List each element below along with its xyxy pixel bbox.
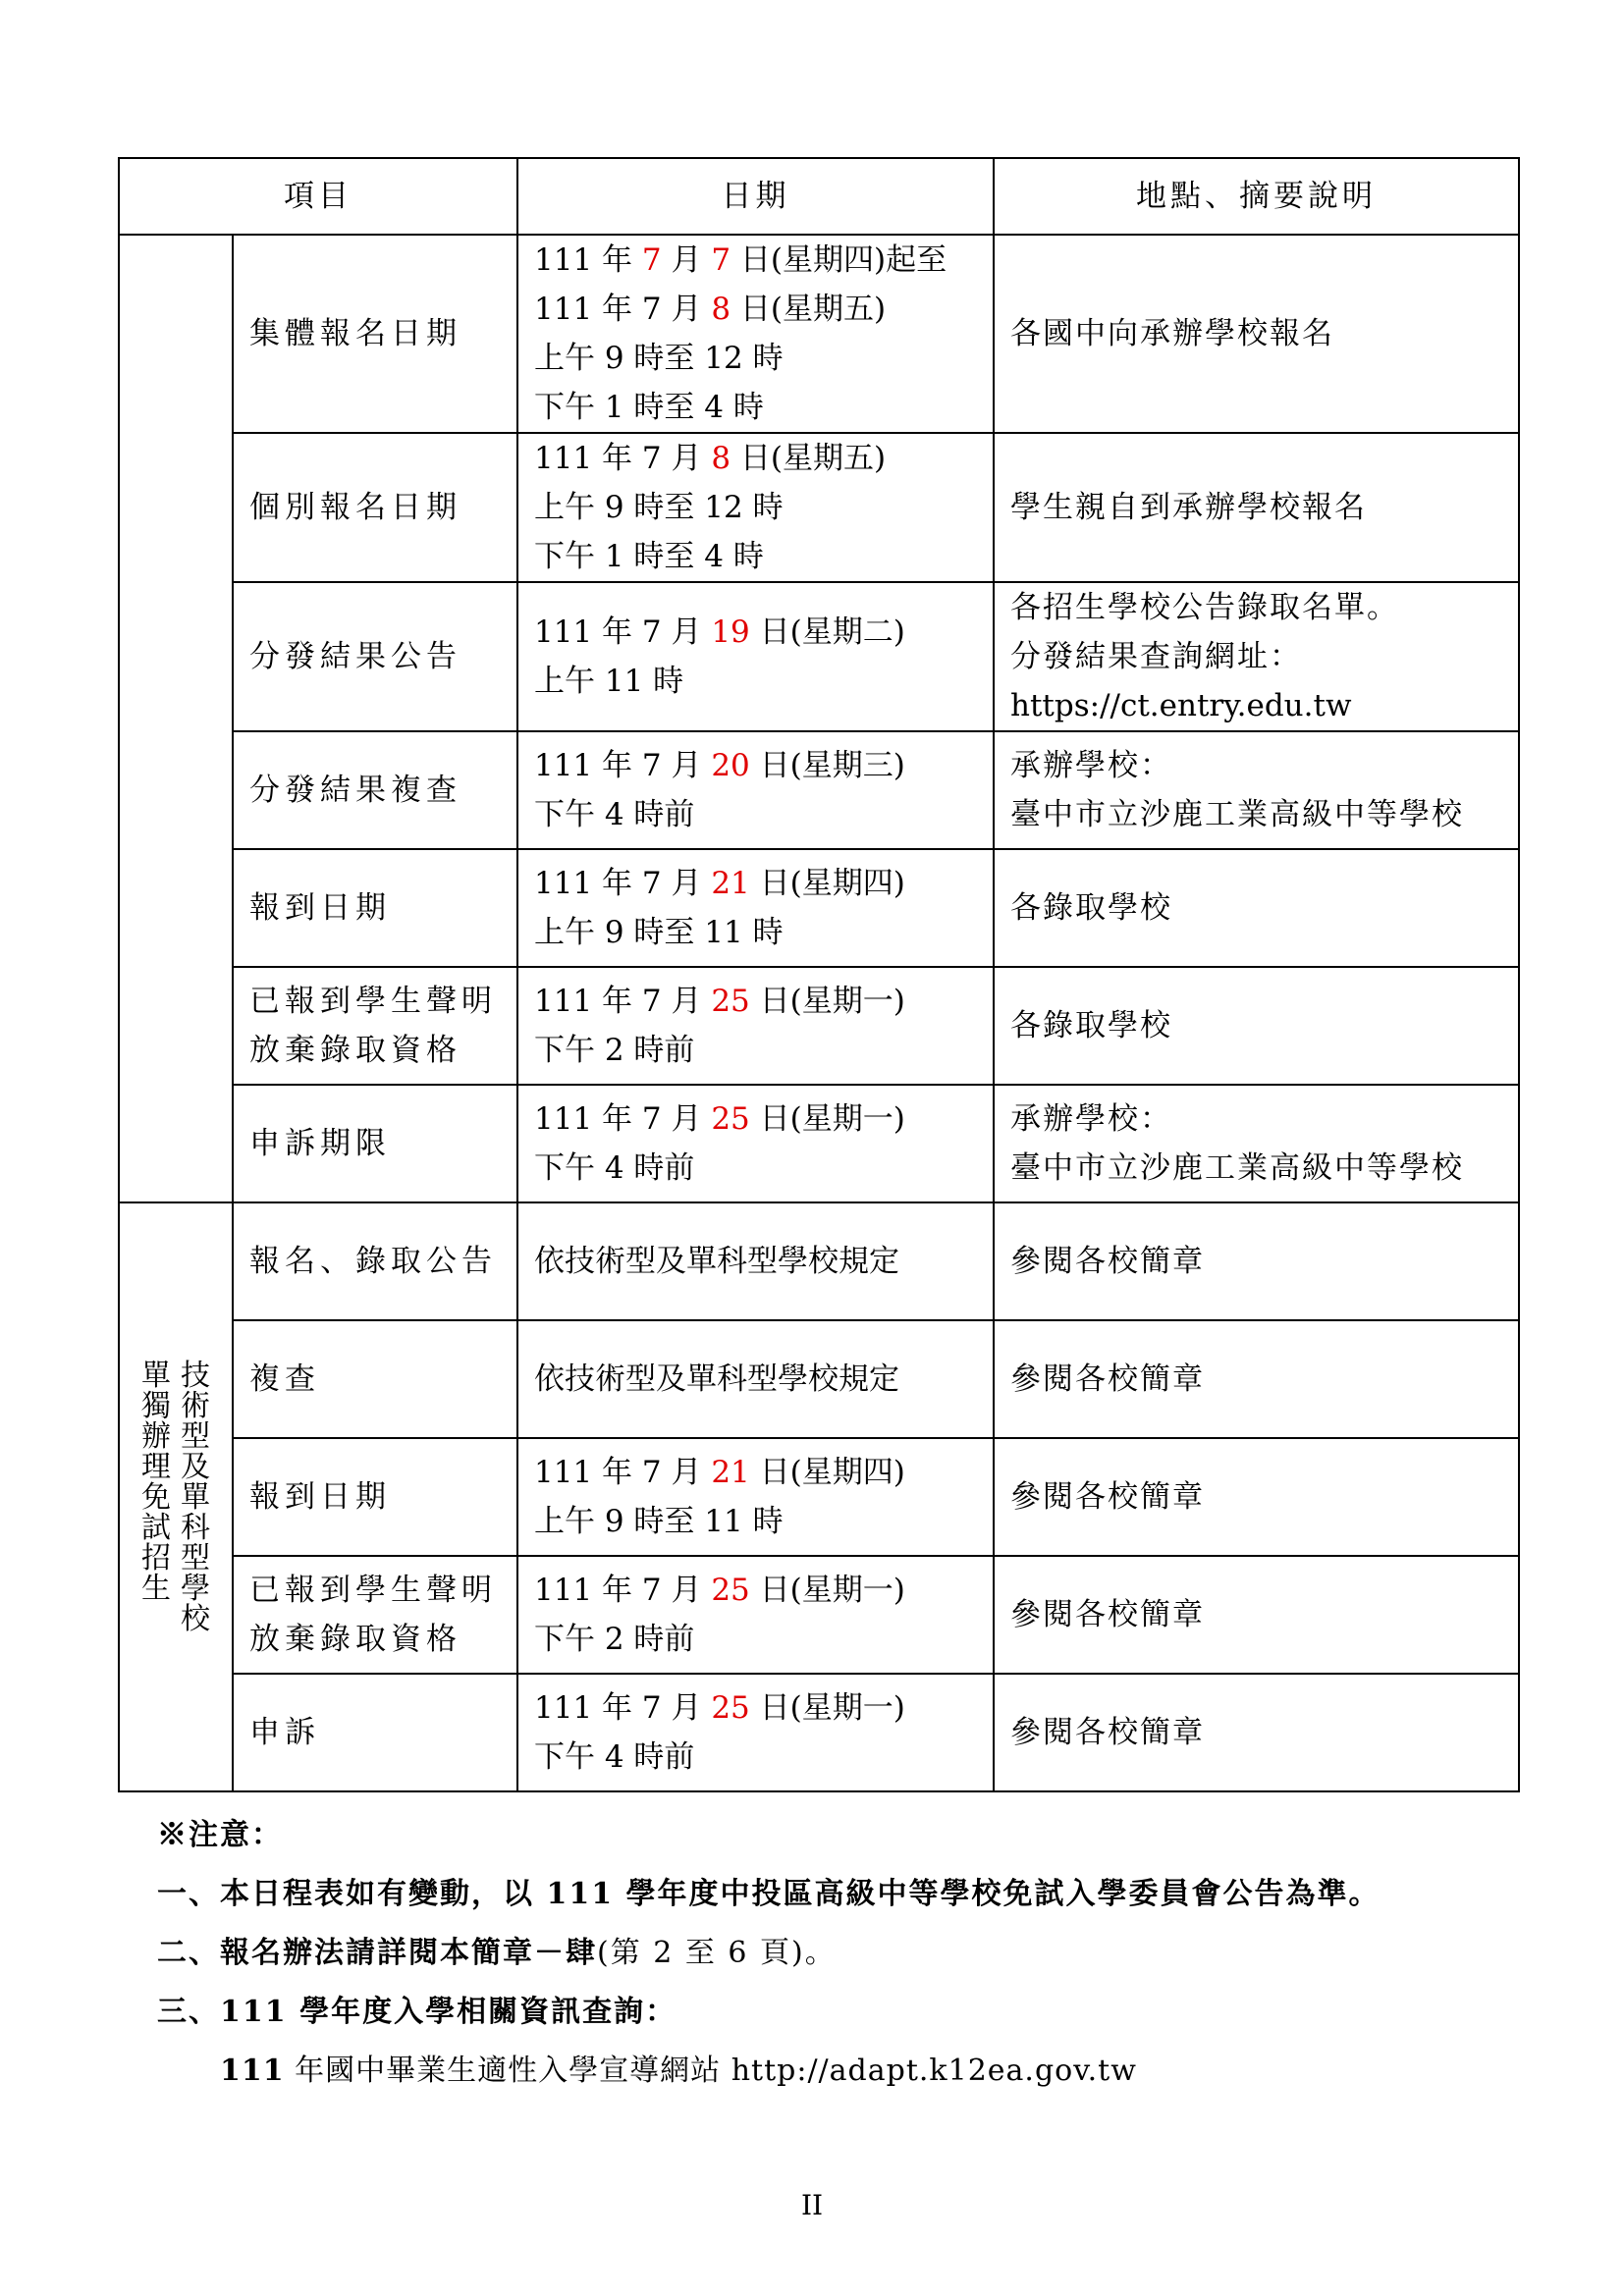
description-line: 參閱各校簡章	[1010, 1597, 1205, 1632]
row-item-label: 分發結果複查	[233, 731, 517, 849]
description-line: 各國中向承辦學校報名	[1010, 316, 1334, 351]
table-row	[119, 1320, 1519, 1438]
group-2-label-column: 技 術 型 及 單 科 型 學 校	[181, 1358, 210, 1636]
notes	[157, 1806, 1380, 2101]
date-line: 111 年 7 月 19 日(星期二)	[534, 614, 905, 650]
date-line: 111 年 7 月 20 日(星期三)	[534, 748, 905, 783]
date-line: 上午 9 時至 12 時	[534, 341, 784, 376]
table-row	[119, 1202, 1519, 1320]
header-row	[119, 158, 1519, 235]
note-item-3-text: 年國中畢業生適性入學宣導網站 http://adapt.k12ea.gov.tw	[284, 2054, 1137, 2088]
table-row	[119, 582, 1519, 731]
table-row	[119, 1085, 1519, 1202]
row-date	[517, 1674, 994, 1791]
header-location: 地點、摘要說明	[994, 158, 1519, 235]
description-line: 承辦學校：	[1010, 748, 1172, 783]
note-item-2-bold: 二、報名辦法請詳閱本簡章－肆	[157, 1936, 597, 1970]
note-item-1: 一、本日程表如有變動，以 111 學年度中投區高級中等學校免試入學委員會公告為準。	[157, 1877, 1380, 1911]
group-1-label	[119, 235, 233, 1202]
row-item-label: 報到日期	[233, 1438, 517, 1556]
row-date	[517, 1320, 994, 1438]
row-item-label: 複查	[233, 1320, 517, 1438]
description-line: 學生親自到承辦學校報名	[1010, 490, 1367, 525]
date-line: 下午 4 時前	[534, 797, 695, 832]
description-line: 參閱各校簡章	[1010, 1715, 1205, 1750]
date-line: 下午 4 時前	[534, 1739, 695, 1775]
row-date	[517, 731, 994, 849]
table-row	[119, 849, 1519, 967]
date-line: 111 年 7 月 25 日(星期一)	[534, 984, 905, 1019]
row-description	[994, 1438, 1519, 1556]
row-date	[517, 967, 994, 1085]
note-item-2	[157, 1924, 1380, 1983]
row-date	[517, 1202, 994, 1320]
page-number: II	[800, 2189, 824, 2221]
description-line: 臺中市立沙鹿工業高級中等學校	[1010, 1150, 1464, 1186]
date-line: 下午 2 時前	[534, 1033, 695, 1068]
date-line: 111 年 7 月 25 日(星期一)	[534, 1573, 905, 1608]
date-line: 上午 9 時至 12 時	[534, 490, 784, 525]
date-line: 下午 2 時前	[534, 1622, 695, 1657]
note-item-3-year: 111	[220, 2054, 285, 2088]
row-item-label: 集體報名日期	[233, 235, 517, 433]
date-line: 111 年 7 月 25 日(星期一)	[534, 1101, 905, 1137]
row-item-label: 個別報名日期	[233, 433, 517, 582]
row-description	[994, 967, 1519, 1085]
date-line: 111 年 7 月 8 日(星期五)	[534, 441, 887, 476]
date-line: 上午 11 時	[534, 664, 684, 699]
date-line: 上午 9 時至 11 時	[534, 915, 784, 950]
description-line: 參閱各校簡章	[1010, 1362, 1205, 1397]
row-description	[994, 1202, 1519, 1320]
header-date: 日期	[517, 158, 994, 235]
row-date	[517, 849, 994, 967]
date-line: 上午 9 時至 11 時	[534, 1504, 784, 1539]
row-item-label: 申訴	[233, 1674, 517, 1791]
row-date	[517, 1556, 994, 1674]
description-line: https://ct.entry.edu.tw	[1010, 688, 1352, 723]
table-row	[119, 1556, 1519, 1674]
description-line: 臺中市立沙鹿工業高級中等學校	[1010, 797, 1464, 832]
description-line: 各錄取學校	[1010, 1008, 1172, 1043]
row-item-label: 已報到學生聲明 放棄錄取資格	[233, 1556, 517, 1674]
note-item-3: 三、111 學年度入學相關資訊查詢：	[157, 1995, 677, 2029]
description-line: 各招生學校公告錄取名單。	[1010, 590, 1399, 625]
row-description	[994, 1085, 1519, 1202]
note-item-3-detail	[157, 2042, 1380, 2101]
date-line: 依技術型及單科型學校規定	[534, 1244, 899, 1279]
date-line: 下午 4 時前	[534, 1150, 695, 1186]
row-item-label: 申訴期限	[233, 1085, 517, 1202]
date-line: 111 年 7 月 21 日(星期四)	[534, 866, 905, 901]
row-item-label: 報名、錄取公告	[233, 1202, 517, 1320]
date-line: 下午 1 時至 4 時	[534, 390, 764, 425]
row-description	[994, 433, 1519, 582]
schedule-table	[118, 157, 1520, 1792]
description-line: 承辦學校：	[1010, 1101, 1172, 1137]
row-description	[994, 1556, 1519, 1674]
table-row	[119, 967, 1519, 1085]
table-row	[119, 235, 1519, 433]
row-date	[517, 433, 994, 582]
date-line: 111 年 7 月 7 日(星期四)起至	[534, 242, 947, 278]
date-line: 下午 1 時至 4 時	[534, 539, 764, 574]
description-line: 分發結果查詢網址：	[1010, 639, 1302, 674]
description-line: 參閱各校簡章	[1010, 1244, 1205, 1279]
row-description	[994, 1674, 1519, 1791]
row-description	[994, 235, 1519, 433]
row-date	[517, 582, 994, 731]
row-item-label: 分發結果公告	[233, 582, 517, 731]
date-line: 111 年 7 月 21 日(星期四)	[534, 1455, 905, 1490]
description-line: 參閱各校簡章	[1010, 1479, 1205, 1515]
group-2-label	[119, 1202, 233, 1791]
header-item: 項目	[119, 158, 517, 235]
row-description	[994, 731, 1519, 849]
row-date	[517, 1438, 994, 1556]
date-line: 依技術型及單科型學校規定	[534, 1362, 899, 1397]
row-description	[994, 1320, 1519, 1438]
group-2-label-column: 單 獨 辦 理 免 試 招 生	[141, 1358, 171, 1606]
table-row	[119, 1438, 1519, 1556]
table-row	[119, 433, 1519, 582]
row-date	[517, 1085, 994, 1202]
date-line: 111 年 7 月 8 日(星期五)	[534, 292, 887, 327]
row-item-label: 已報到學生聲明 放棄錄取資格	[233, 967, 517, 1085]
table-row	[119, 1674, 1519, 1791]
row-description	[994, 582, 1519, 731]
row-item-label: 報到日期	[233, 849, 517, 967]
note-item-2-pages: (第 2 至 6 頁)。	[597, 1936, 837, 1970]
date-line: 111 年 7 月 25 日(星期一)	[534, 1690, 905, 1726]
table-row	[119, 731, 1519, 849]
schedule-body	[119, 235, 1519, 1791]
row-date	[517, 235, 994, 433]
description-line: 各錄取學校	[1010, 890, 1172, 926]
notes-title: ※注意：	[157, 1818, 283, 1852]
row-description	[994, 849, 1519, 967]
